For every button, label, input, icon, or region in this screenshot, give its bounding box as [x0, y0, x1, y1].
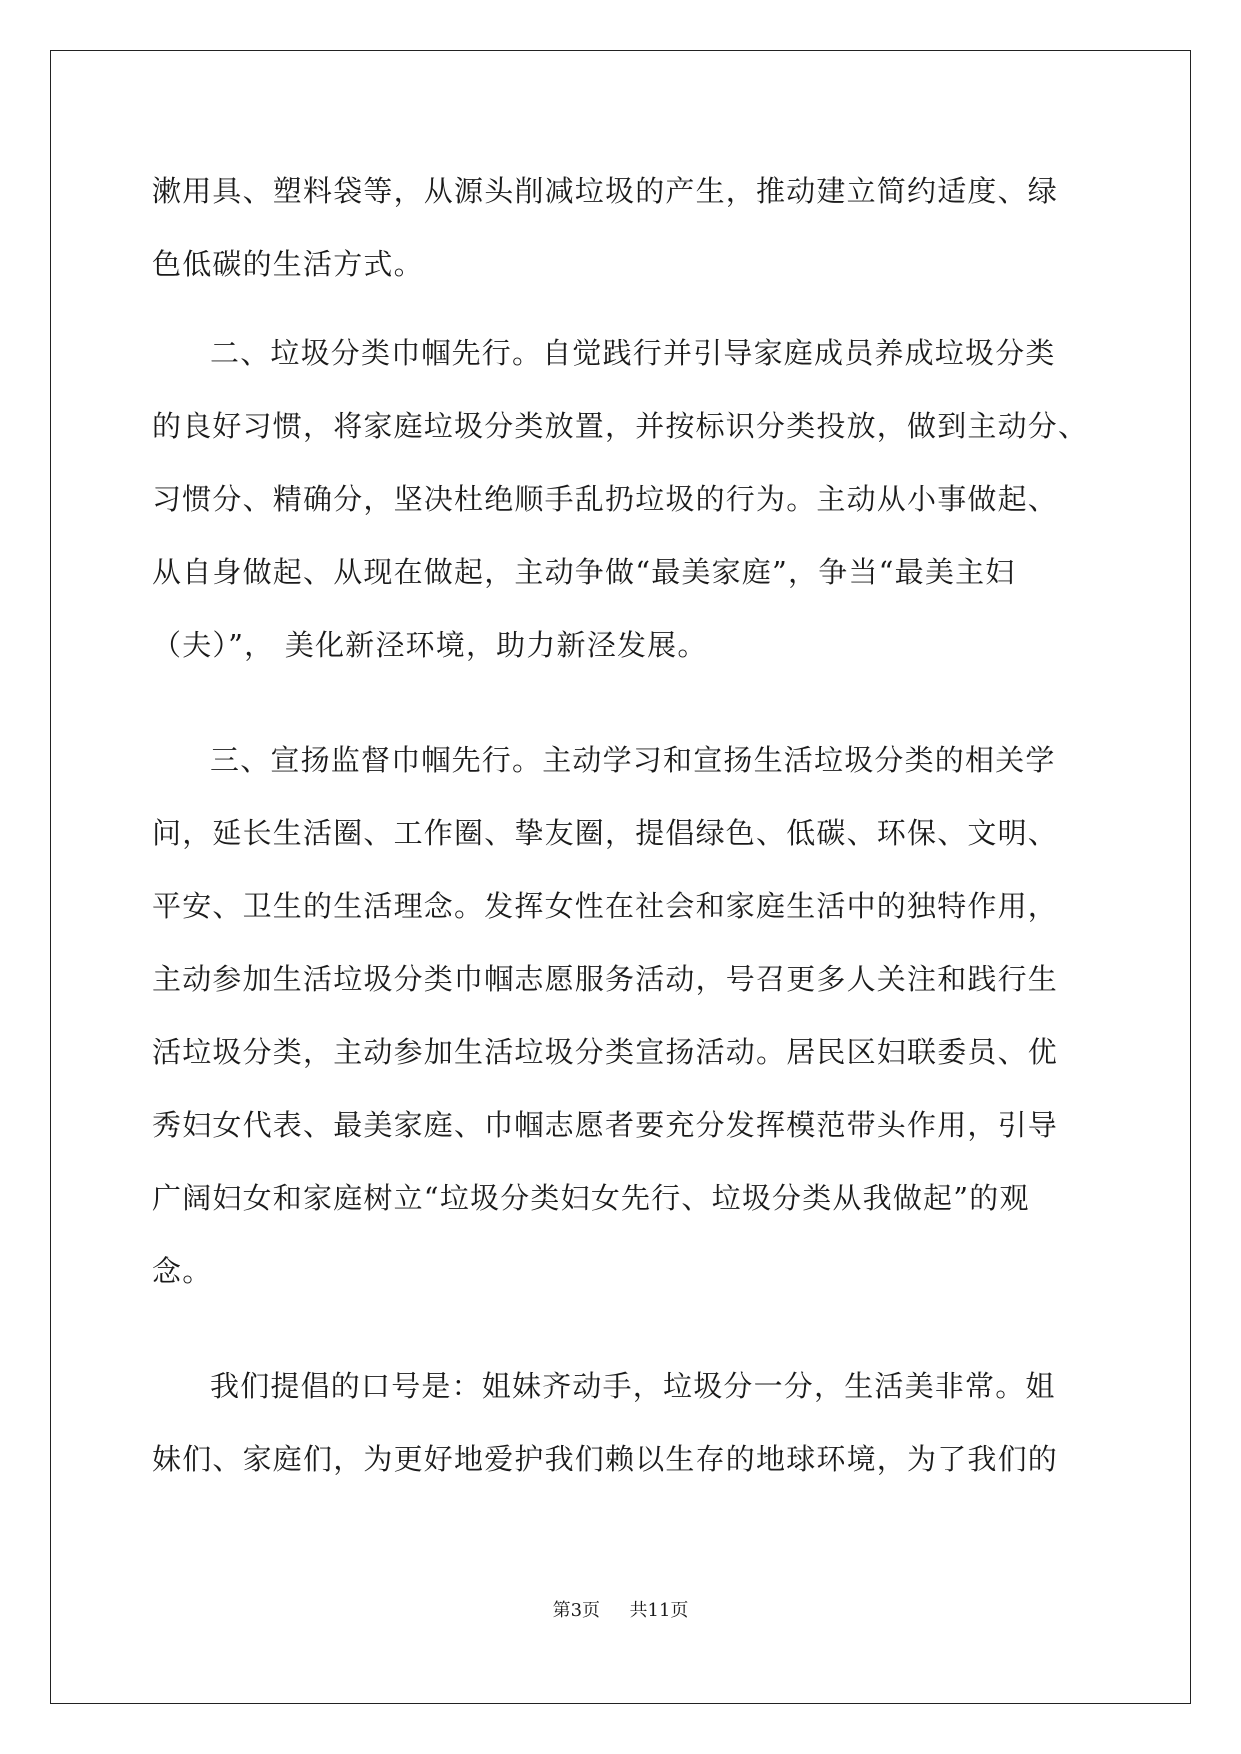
body-line-16: 我们提倡的口号是：姐妹齐动手，垃圾分一分，生活美非常。姐 — [210, 1369, 1056, 1403]
body-line-11: 主动参加生活垃圾分类巾帼志愿服务活动，号召更多人关注和践行生 — [152, 962, 1059, 996]
page-number: 第3页 — [552, 1600, 601, 1621]
body-line-6: 从自身做起、从现在做起，主动争做“最美家庭”，争当“最美主妇 — [152, 555, 1016, 589]
page-total: 共11页 — [629, 1600, 689, 1621]
body-line-14: 广阔妇女和家庭树立“垃圾分类妇女先行、垃圾分类从我做起”的观 — [152, 1181, 1030, 1215]
body-line-13: 秀妇女代表、最美家庭、巾帼志愿者要充分发挥模范带头作用，引导 — [152, 1108, 1059, 1142]
body-line-12: 活垃圾分类，主动参加生活垃圾分类宣扬活动。居民区妇联委员、优 — [152, 1035, 1059, 1069]
body-line-9: 问，延长生活圈、工作圈、挚友圈，提倡绿色、低碳、环保、文明、 — [152, 816, 1059, 850]
body-line-4: 的良好习惯，将家庭垃圾分类放置，并按标识分类投放，做到主动分、 — [152, 409, 1089, 443]
body-line-17: 妹们、家庭们，为更好地爱护我们赖以生存的地球环境，为了我们的 — [152, 1442, 1059, 1476]
body-line-5: 习惯分、精确分，坚决杜绝顺手乱扔垃圾的行为。主动从小事做起、 — [152, 482, 1059, 516]
body-line-1: 漱用具、塑料袋等，从源头削减垃圾的产生，推动建立简约适度、绿 — [152, 174, 1059, 208]
body-line-15: 念。 — [152, 1254, 213, 1288]
body-line-8: 三、宣扬监督巾帼先行。主动学习和宣扬生活垃圾分类的相关学 — [210, 743, 1056, 777]
page-footer — [0, 1596, 1241, 1622]
body-line-10: 平安、卫生的生活理念。发挥女性在社会和家庭生活中的独特作用， — [152, 889, 1059, 923]
body-line-2: 色低碳的生活方式。 — [152, 247, 424, 281]
body-line-3: 二、垃圾分类巾帼先行。自觉践行并引导家庭成员养成垃圾分类 — [210, 336, 1056, 370]
body-line-7: （夫）”， 美化新泾环境，助力新泾发展。 — [152, 628, 708, 662]
